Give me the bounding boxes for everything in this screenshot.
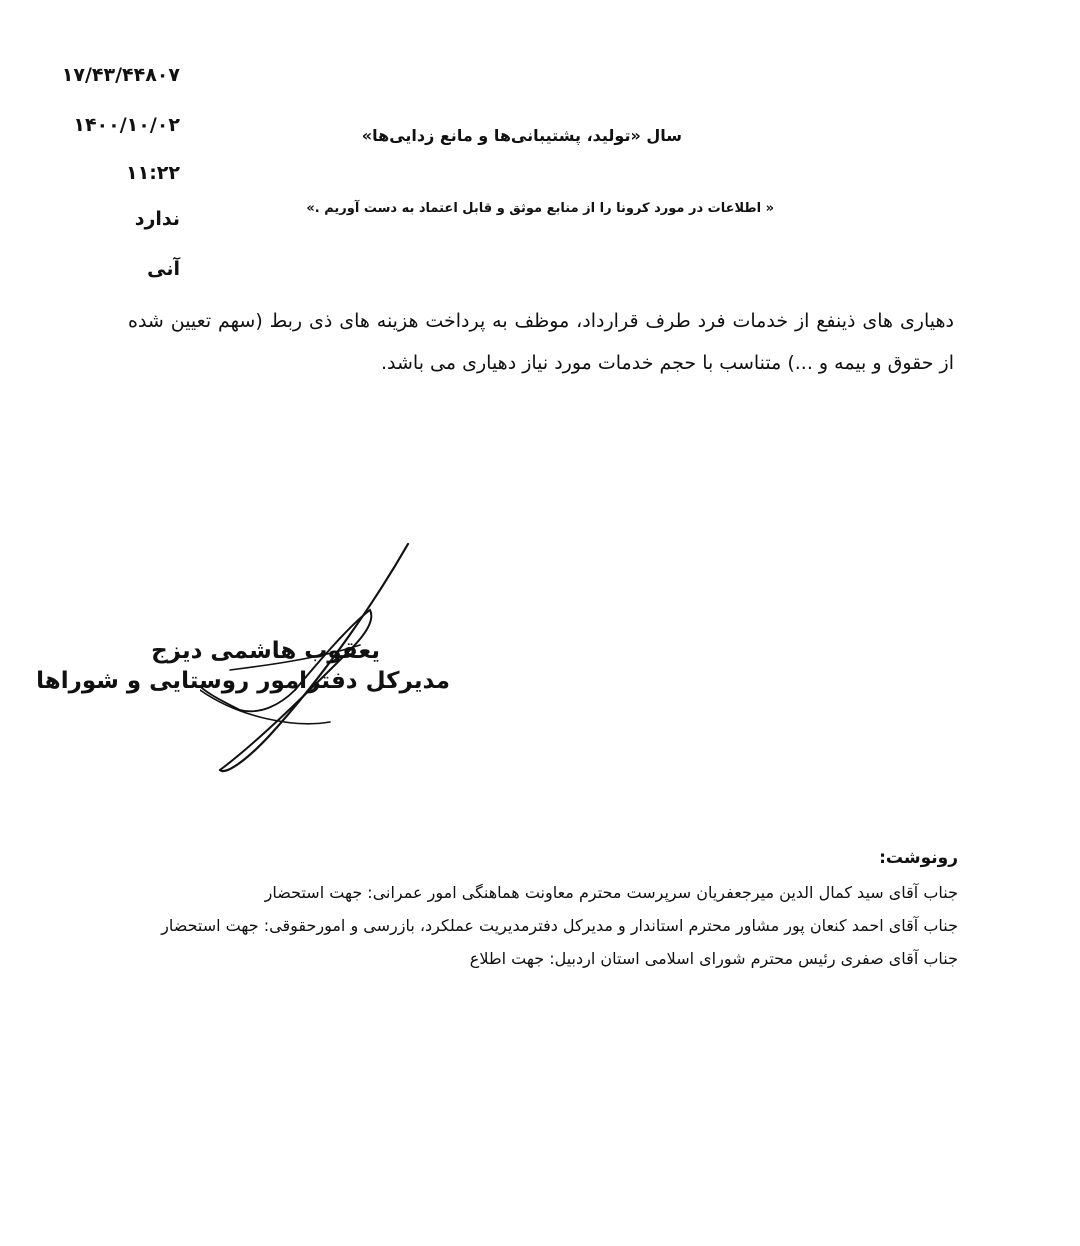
- year-slogan: سال «تولید، پشتیبانی‌ها و مانع زدایی‌ها»: [361, 126, 682, 145]
- cc-line: جناب آقای احمد کنعان پور مشاور محترم استاندار و مدیرکل دفترمدیریت عملکرد، بازرسی و امورحقوقی: جهت استحضار: [161, 916, 958, 935]
- cc-heading: رونوشت:: [879, 848, 958, 868]
- corona-notice: « اطلاعات در مورد کرونا را از منابع موثق و قابل اعتماد به دست آوریم .»: [306, 201, 774, 216]
- letter-date: ۱۴۰۰/۱۰/۰۲: [73, 114, 180, 136]
- letter-time: ۱۱:۲۲: [126, 162, 180, 184]
- priority-label: آنی: [147, 258, 180, 280]
- signer-title: مدیرکل دفترامور روستایی و شوراها: [36, 668, 450, 694]
- letter-number: ۱۷/۴۳/۴۴۸۰۷: [61, 64, 180, 86]
- attachment-status: ندارد: [134, 208, 180, 230]
- handwritten-signature-icon: [200, 540, 430, 780]
- cc-line: جناب آقای سید کمال الدین میرجعفریان سرپرست محترم معاونت هماهنگی امور عمرانی: جهت استحضار: [264, 883, 958, 902]
- cc-section: [128, 844, 958, 975]
- cc-line: جناب آقای صفری رئیس محترم شورای اسلامی استان اردبیل: جهت اطلاع: [469, 949, 958, 968]
- signer-name: یعقوب هاشمی دیزج: [151, 638, 380, 664]
- letter-body-paragraph: دهیاری های ذینفع از خدمات فرد طرف قرارداد، موظف به پرداخت هزینه های ذی ربط (سهم تعیین شده از حقوق و بیمه و ...) متناسب با حجم خدمات مورد نیاز دهیاری می باشد.: [128, 310, 954, 374]
